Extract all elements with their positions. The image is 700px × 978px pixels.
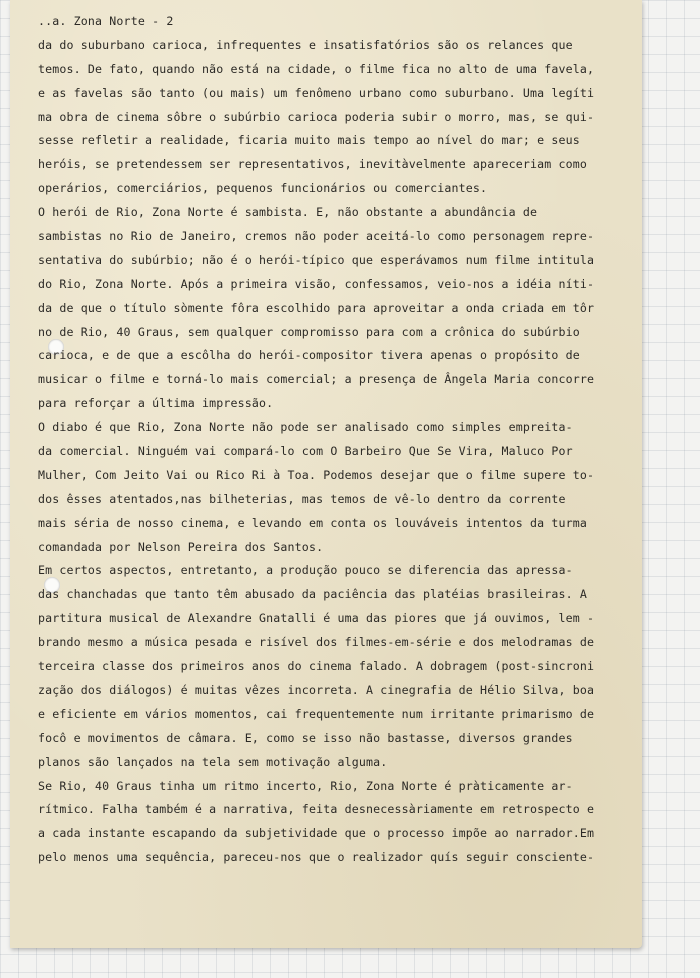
text-line: terceira classe dos primeiros anos do cinema falado. A dobragem (post-sincroni <box>38 659 595 674</box>
text-line: operários, comerciários, pequenos funcionários ou comerciantes. <box>38 181 488 196</box>
text-line: O diabo é que Rio, Zona Norte não pode ser analisado como simples empreita- <box>38 420 573 435</box>
text-line: e as favelas são tanto (ou mais) um fenômeno urbano como suburbano. Uma legíti <box>38 85 595 100</box>
text-line: para reforçar a última impressão. <box>38 396 274 411</box>
text-line: Mulher, Com Jeito Vai ou Rico Ri à Toa. Podemos desejar que o filme supere to- <box>38 467 595 482</box>
text-line: a cada instante escapando da subjetividade que o processo impõe ao narrador.Em <box>38 826 595 841</box>
text-line: do Rio, Zona Norte. Após a primeira visão, confessamos, veio-nos a idéia níti- <box>38 276 595 291</box>
text-line: das chanchadas que tanto têm abusado da paciência das platéias brasileiras. A <box>38 587 588 602</box>
text-line: zação dos diálogos) é muitas vêzes incorreta. A cinegrafia de Hélio Silva, boa <box>38 682 595 697</box>
text-line: musicar o filme e torná-lo mais comercial; a presença de Ângela Maria concorre <box>38 372 595 387</box>
text-line: partitura musical de Alexandre Gnatalli é uma das piores que já ouvimos, lem - <box>38 611 595 626</box>
page-header: ..a. Zona Norte - 2 <box>38 14 174 28</box>
text-line: mais séria de nosso cinema, e levando em conta os louváveis intentos da turma <box>38 515 588 530</box>
text-line: Se Rio, 40 Graus tinha um ritmo incerto, Rio, Zona Norte é pràticamente ar- <box>38 778 573 793</box>
text-line: planos são lançados na tela sem motivação alguma. <box>38 754 388 769</box>
text-line: dos êsses atentados,nas bilheterias, mas temos de vê-lo dentro da corrente <box>38 491 566 506</box>
text-line: focô e movimentos de câmara. E, como se isso não bastasse, diversos grandes <box>38 730 573 745</box>
page-text <box>38 10 630 870</box>
text-line: temos. De fato, quando não está na cidade, o filme fica no alto de uma favela, <box>38 61 595 76</box>
text-line: da do suburbano carioca, infrequentes e insatisfatórios são os relances que <box>38 37 573 52</box>
text-line: sesse refletir a realidade, ficaria muito mais tempo ao nível do mar; e seus <box>38 133 580 148</box>
text-line: carioca, e de que a escôlha do herói-compositor tivera apenas o propósito de <box>38 348 580 363</box>
text-line: rítmico. Falha também é a narrativa, feita desnecessàriamente em retrospecto e <box>38 802 595 817</box>
text-line: da comercial. Ninguém vai compará-lo com O Barbeiro Que Se Vira, Maluco Por <box>38 444 573 459</box>
text-line: sentativa do subúrbio; não é o herói-típico que esperávamos num filme intitula <box>38 252 595 267</box>
typewritten-page <box>10 0 642 948</box>
text-line: da de que o título sòmente fôra escolhido para aproveitar a onda criada em tôr <box>38 300 595 315</box>
text-line: sambistas no Rio de Janeiro, cremos não poder aceitá-lo como personagem repre- <box>38 229 595 244</box>
text-line: Em certos aspectos, entretanto, a produção pouco se diferencia das apressa- <box>38 563 573 578</box>
text-line: ma obra de cinema sôbre o subúrbio carioca poderia subir o morro, mas, se qui- <box>38 109 595 124</box>
text-line: e eficiente em vários momentos, cai frequentemente num irritante primarismo de <box>38 706 595 721</box>
text-line: heróis, se pretendessem ser representativos, inevitàvelmente apareceriam como <box>38 157 588 172</box>
text-line: brando mesmo a música pesada e risível dos filmes-em-série e dos melodramas de <box>38 635 595 650</box>
text-line: O herói de Rio, Zona Norte é sambista. E, não obstante a abundância de <box>38 205 538 220</box>
text-line: pelo menos uma sequência, pareceu-nos que o realizador quís seguir consciente- <box>38 850 595 865</box>
text-line: comandada por Nelson Pereira dos Santos. <box>38 539 324 554</box>
text-line: no de Rio, 40 Graus, sem qualquer compromisso para com a crônica do subúrbio <box>38 324 580 339</box>
